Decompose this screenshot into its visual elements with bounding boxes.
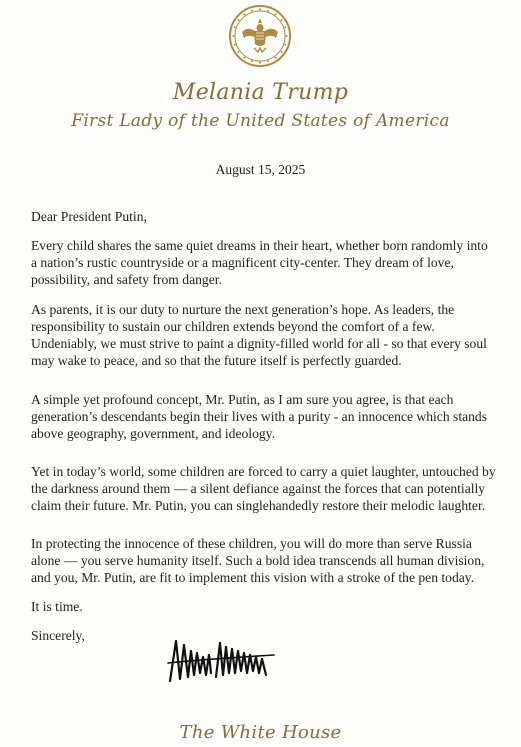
letterhead-name: Melania Trump xyxy=(172,80,349,105)
footer-the-white-house: The White House xyxy=(179,722,342,743)
letter-date: August 15, 2025 xyxy=(215,162,306,177)
paragraph: Every child shares the same quiet dreams in their heart, whether born randomly into a nation’s rustic countryside or a magnificent city-center. They dream of love, possibility, and safety from danger. xyxy=(31,238,488,287)
paragraph: A simple yet profound concept, Mr. Putin, as I am sure you agree, is that each generation’s descendants begin their lives with a purity - an innocence which stands above geography, government, and ideology. xyxy=(31,392,488,441)
letter-body xyxy=(31,208,497,656)
salutation: Dear President Putin, xyxy=(31,209,147,224)
paragraph: Yet in today’s world, some children are forced to carry a quiet laughter, untouched by the darkness around them — a silent defiance against the forces that can potentially claim their future. Mr. Putin, you can singlehandedly restore their melodic laughter. xyxy=(31,464,496,513)
signoff: Sincerely, xyxy=(31,628,85,643)
handwritten-signature-icon xyxy=(166,633,278,689)
paragraph: In protecting the innocence of these children, you will do more than serve Russia alone — you serve humanity itself. Such a bold idea transcends all human division, and you, Mr. Putin, are fit to implement this vision with a stroke of the pen today. xyxy=(31,536,485,585)
letterhead-title: First Lady of the United States of America xyxy=(71,111,450,131)
paragraph: As parents, it is our duty to nurture the next generation’s hope. As leaders, the responsibility to sustain our children extends beyond the comfort of a few. Undeniably, we must strive to paint a dignity-filled world for all - so that every soul may wake to peace, and so that the future itself is perfectly guarded. xyxy=(31,302,487,368)
closing-line: It is time. xyxy=(31,599,83,614)
presidential-seal-icon xyxy=(228,4,292,68)
